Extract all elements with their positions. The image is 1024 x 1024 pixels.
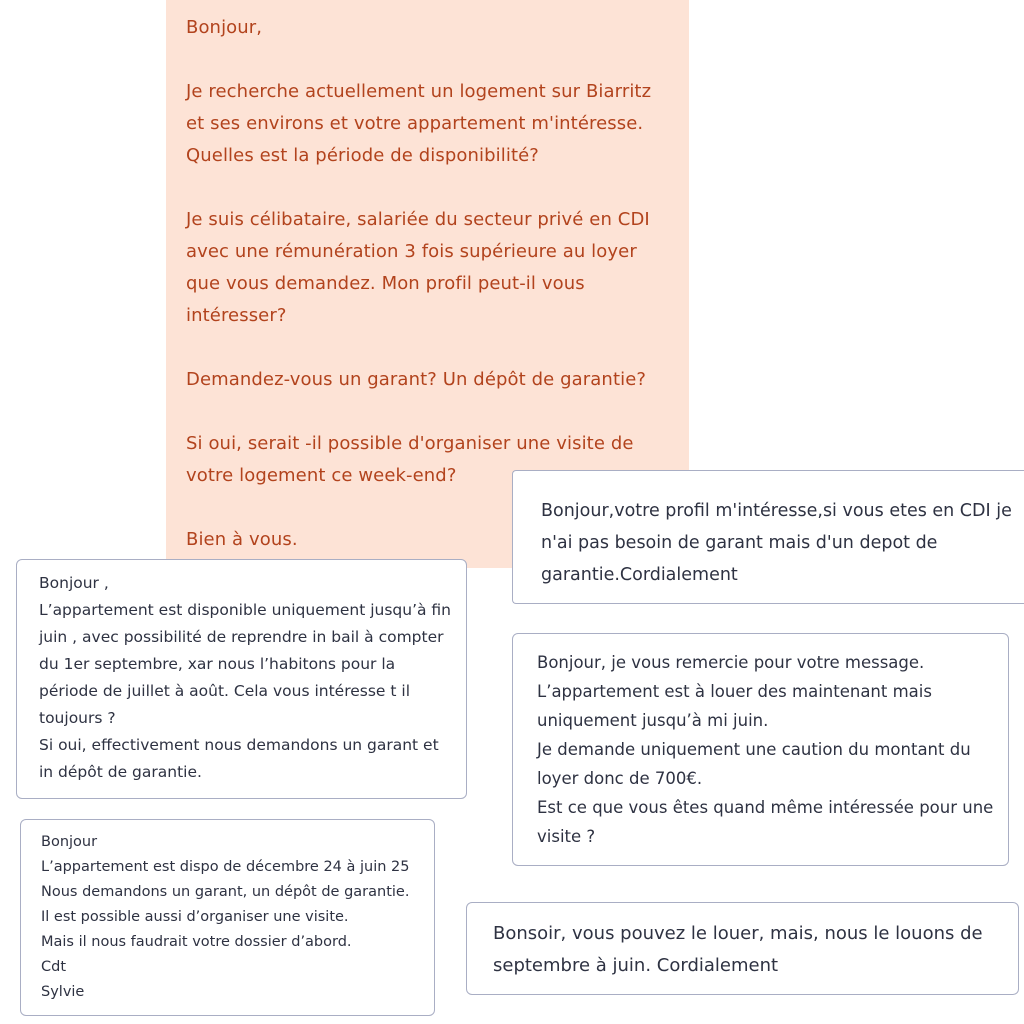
reply-message-card — [20, 819, 435, 1016]
reply-message-card — [512, 470, 1024, 604]
reply-message-text: Bonjour L’appartement est dispo de décembre 24 à juin 25 Nous demandons un garant, un dépôt de garantie. Il est possible aussi d’organiser une visite. Mais il nous faudrait votre dossier d’abord. Cdt Sylvie — [41, 834, 410, 1000]
reply-message-card — [16, 559, 467, 799]
reply-message-card — [512, 633, 1009, 866]
reply-message-text: Bonjour , L’appartement est disponible uniquement jusqu’à fin juin , avec possibilité de reprendre in bail à compter du 1er septembre, xar nous l’habitons pour la période de juillet à août. Cela vous intéresse t il toujours ? Si oui, effectivement nous demandons un garant et in dépôt de garantie. — [39, 574, 452, 781]
reply-message-text: Bonjour, je vous remercie pour votre message. L’appartement est à louer des maintenant mais uniquement jusqu’à mi juin. Je demande uniquement une caution du montant du loyer donc de 700€. Est ce que vous êtes quand même intéressée pour une visite ? — [537, 653, 994, 846]
reply-message-text: Bonjour,votre profil m'intéresse,si vous etes en CDI je n'ai pas besoin de garant mais d'un depot de garantie.Cordialement — [541, 501, 1012, 585]
reply-message-card — [466, 902, 1019, 995]
sent-message-text: Bonjour, Je recherche actuellement un logement sur Biarritz et ses environs et votre appartement m'intéresse. Quelles est la période de disponibilité? Je suis célibataire, salariée du secteur privé en CDI avec une rémunération 3 fois supérieure au loyer que vous demandez. Mon profil peut-il vous intéresser? Demandez-vous un garant? Un dépôt de garantie? Si oui, serait -il possible d'organiser une visite de votre logement ce week-end? Bien à vous. — [186, 17, 652, 550]
reply-message-text: Bonsoir, vous pouvez le louer, mais, nous le louons de septembre à juin. Cordialement — [493, 923, 983, 976]
